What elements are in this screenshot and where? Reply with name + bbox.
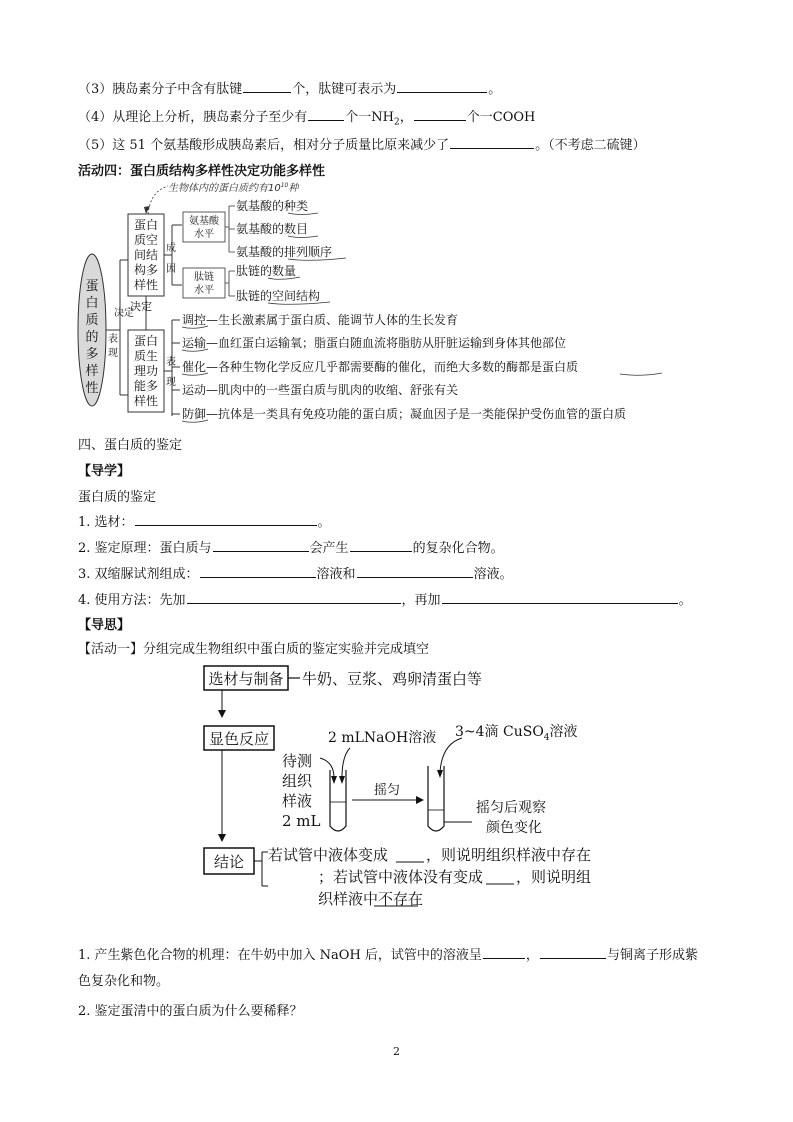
function-item: 催化—各种生物化学反应几乎都需要酶的催化，而绝大多数的酶都是蛋白质 — [182, 360, 579, 374]
svg-text:构多: 构多 — [133, 263, 159, 277]
svg-text:样性: 样性 — [133, 394, 159, 408]
qa-1: 1. 产生紫色化合物的机理：在牛奶中加入 NaOH 后，试管中的溶液呈 ， 与铜离子形成紫 — [78, 948, 698, 963]
svg-text:组织: 组织 — [282, 772, 313, 790]
svg-text:选材与制备: 选材与制备 — [208, 670, 284, 688]
svg-text:表: 表 — [166, 357, 176, 368]
function-item: 运输—血红蛋白运输氧；脂蛋白随血流将脂肪从肝脏运输到身体其他部位 — [182, 336, 567, 350]
function-item: 调控—生长激素属于蛋白质、能调节人体的生长发育 — [182, 313, 459, 327]
label-biaoxian: 表 — [108, 334, 118, 345]
item-2: 2. 鉴定原理：蛋白质与 会产生 的复杂化合物。 — [78, 541, 504, 556]
svg-text:水平: 水平 — [194, 229, 214, 240]
svg-text:性: 性 — [85, 381, 99, 396]
amino-item: 氨基酸的数目 — [236, 222, 309, 236]
svg-text:2 mL: 2 mL — [282, 812, 321, 830]
blank[interactable] — [483, 946, 525, 959]
svg-text:质空: 质空 — [133, 233, 159, 247]
materials-text: 牛奶、豆浆、鸡卵清蛋白等 — [302, 670, 483, 688]
test-tube — [428, 766, 444, 831]
svg-text:蛋白: 蛋白 — [133, 334, 159, 348]
svg-text:质: 质 — [85, 313, 99, 328]
svg-text:显色反应: 显色反应 — [208, 730, 270, 748]
svg-text:白: 白 — [85, 296, 99, 311]
blank[interactable] — [350, 539, 412, 552]
svg-text:织样液中不存在: 织样液中不存在 — [318, 890, 424, 908]
experiment-flow-diagram — [0, 660, 793, 910]
item-4: 4. 使用方法：先加 ，再加 。 — [78, 593, 692, 608]
blank[interactable] — [200, 565, 316, 578]
qa-2: 2. 鉴定蛋清中的蛋白质为什么要稀释？ — [78, 1004, 303, 1019]
page-number: 2 — [393, 1045, 400, 1058]
svg-text:多: 多 — [85, 347, 99, 362]
handwritten-note: 生物体内的蛋白质约有$10^{10}$种 — [168, 182, 299, 194]
section4-title: 四、蛋白质的鉴定 — [78, 438, 183, 453]
item-1: 1. 选材： 。 — [78, 515, 331, 530]
svg-text:结论: 结论 — [213, 853, 245, 871]
blank[interactable] — [135, 513, 317, 526]
svg-text:能多: 能多 — [133, 379, 159, 393]
svg-text:肽链: 肽链 — [194, 272, 214, 283]
svg-text:，则说明组织样液中存在: ，则说明组织样液中存在 — [426, 846, 592, 864]
peptide-item: 肽链的数量 — [236, 264, 297, 278]
guide-think-heading: 【导思】 — [78, 618, 131, 633]
label-jueding: 决定 — [114, 308, 134, 319]
blank[interactable] — [187, 591, 401, 604]
function-item: 防御—抗体是一类具有免疫功能的蛋白质；凝血因子是一类能保护受伤血管的蛋白质 — [182, 407, 627, 421]
protein-diversity-diagram — [0, 0, 793, 440]
question-4: （4）从理论上分析，胰岛素分子至少有 个一$NH_2$， 个一COOH — [78, 110, 536, 128]
svg-text:水平: 水平 — [194, 285, 214, 296]
question-3: （3）胰岛素分子中含有肽键 个，肽键可表示为 。 — [78, 82, 502, 97]
conclusion-line: 若试管中液体变成 — [268, 846, 389, 864]
svg-text:样: 样 — [85, 364, 99, 379]
peptide-item: 肽链的空间结构 — [236, 289, 321, 303]
shake-label: 摇匀 — [374, 783, 401, 798]
question-5: （5）这 51 个氨基酸形成胰岛素后，相对分子质量比原来减少了 。（不考虑二硫键） — [78, 138, 646, 153]
svg-text:样性: 样性 — [133, 278, 159, 292]
protein-id-heading: 蛋白质的鉴定 — [78, 490, 157, 505]
svg-text:理功: 理功 — [133, 364, 159, 378]
svg-text:，则说明组: ，则说明组 — [516, 868, 592, 886]
svg-text:现: 现 — [166, 377, 176, 388]
svg-text:样液: 样液 — [282, 792, 313, 810]
activity1-title: 【活动一】分组完成生物组织中蛋白质的鉴定实验并完成填空 — [78, 642, 430, 657]
svg-text:成: 成 — [166, 243, 176, 254]
naoh-label: 2 mLNaOH溶液 — [328, 730, 437, 746]
blank[interactable] — [442, 591, 678, 604]
blank[interactable] — [213, 539, 309, 552]
guide-study-heading: 【导学】 — [78, 464, 131, 479]
oval-char: 蛋 — [85, 279, 99, 294]
svg-text:的: 的 — [85, 330, 99, 345]
svg-text:质生: 质生 — [133, 349, 159, 363]
cuso4-label: 3~4滴 CuSO$_4$溶液 — [455, 724, 578, 743]
blank[interactable] — [540, 946, 606, 959]
svg-text:氨基酸: 氨基酸 — [189, 216, 219, 227]
svg-text:现: 现 — [108, 348, 118, 359]
svg-text:摇匀后观察: 摇匀后观察 — [476, 800, 546, 816]
svg-text:；若试管中液体没有变成: ；若试管中液体没有变成 — [318, 868, 484, 886]
function-item: 运动—肌肉中的一些蛋白质与肌肉的收缩、舒张有关 — [182, 383, 459, 397]
svg-text:颜色变化: 颜色变化 — [486, 820, 542, 836]
blank[interactable] — [357, 565, 473, 578]
svg-text:因: 因 — [166, 264, 176, 275]
svg-text:间结: 间结 — [133, 248, 159, 262]
item-3: 3. 双缩脲试剂组成： 溶液和 溶液。 — [78, 567, 513, 582]
svg-text:蛋白: 蛋白 — [133, 218, 159, 232]
amino-item: 氨基酸的排列顺序 — [236, 245, 333, 259]
svg-text:待测: 待测 — [282, 752, 313, 770]
activity4-title: 活动四：蛋白质结构多样性决定功能多样性 — [78, 164, 326, 179]
qa-1-cont: 色复杂化和物。 — [78, 974, 170, 989]
svg-text:决定: 决定 — [130, 300, 152, 313]
amino-item: 氨基酸的种类 — [236, 199, 309, 213]
